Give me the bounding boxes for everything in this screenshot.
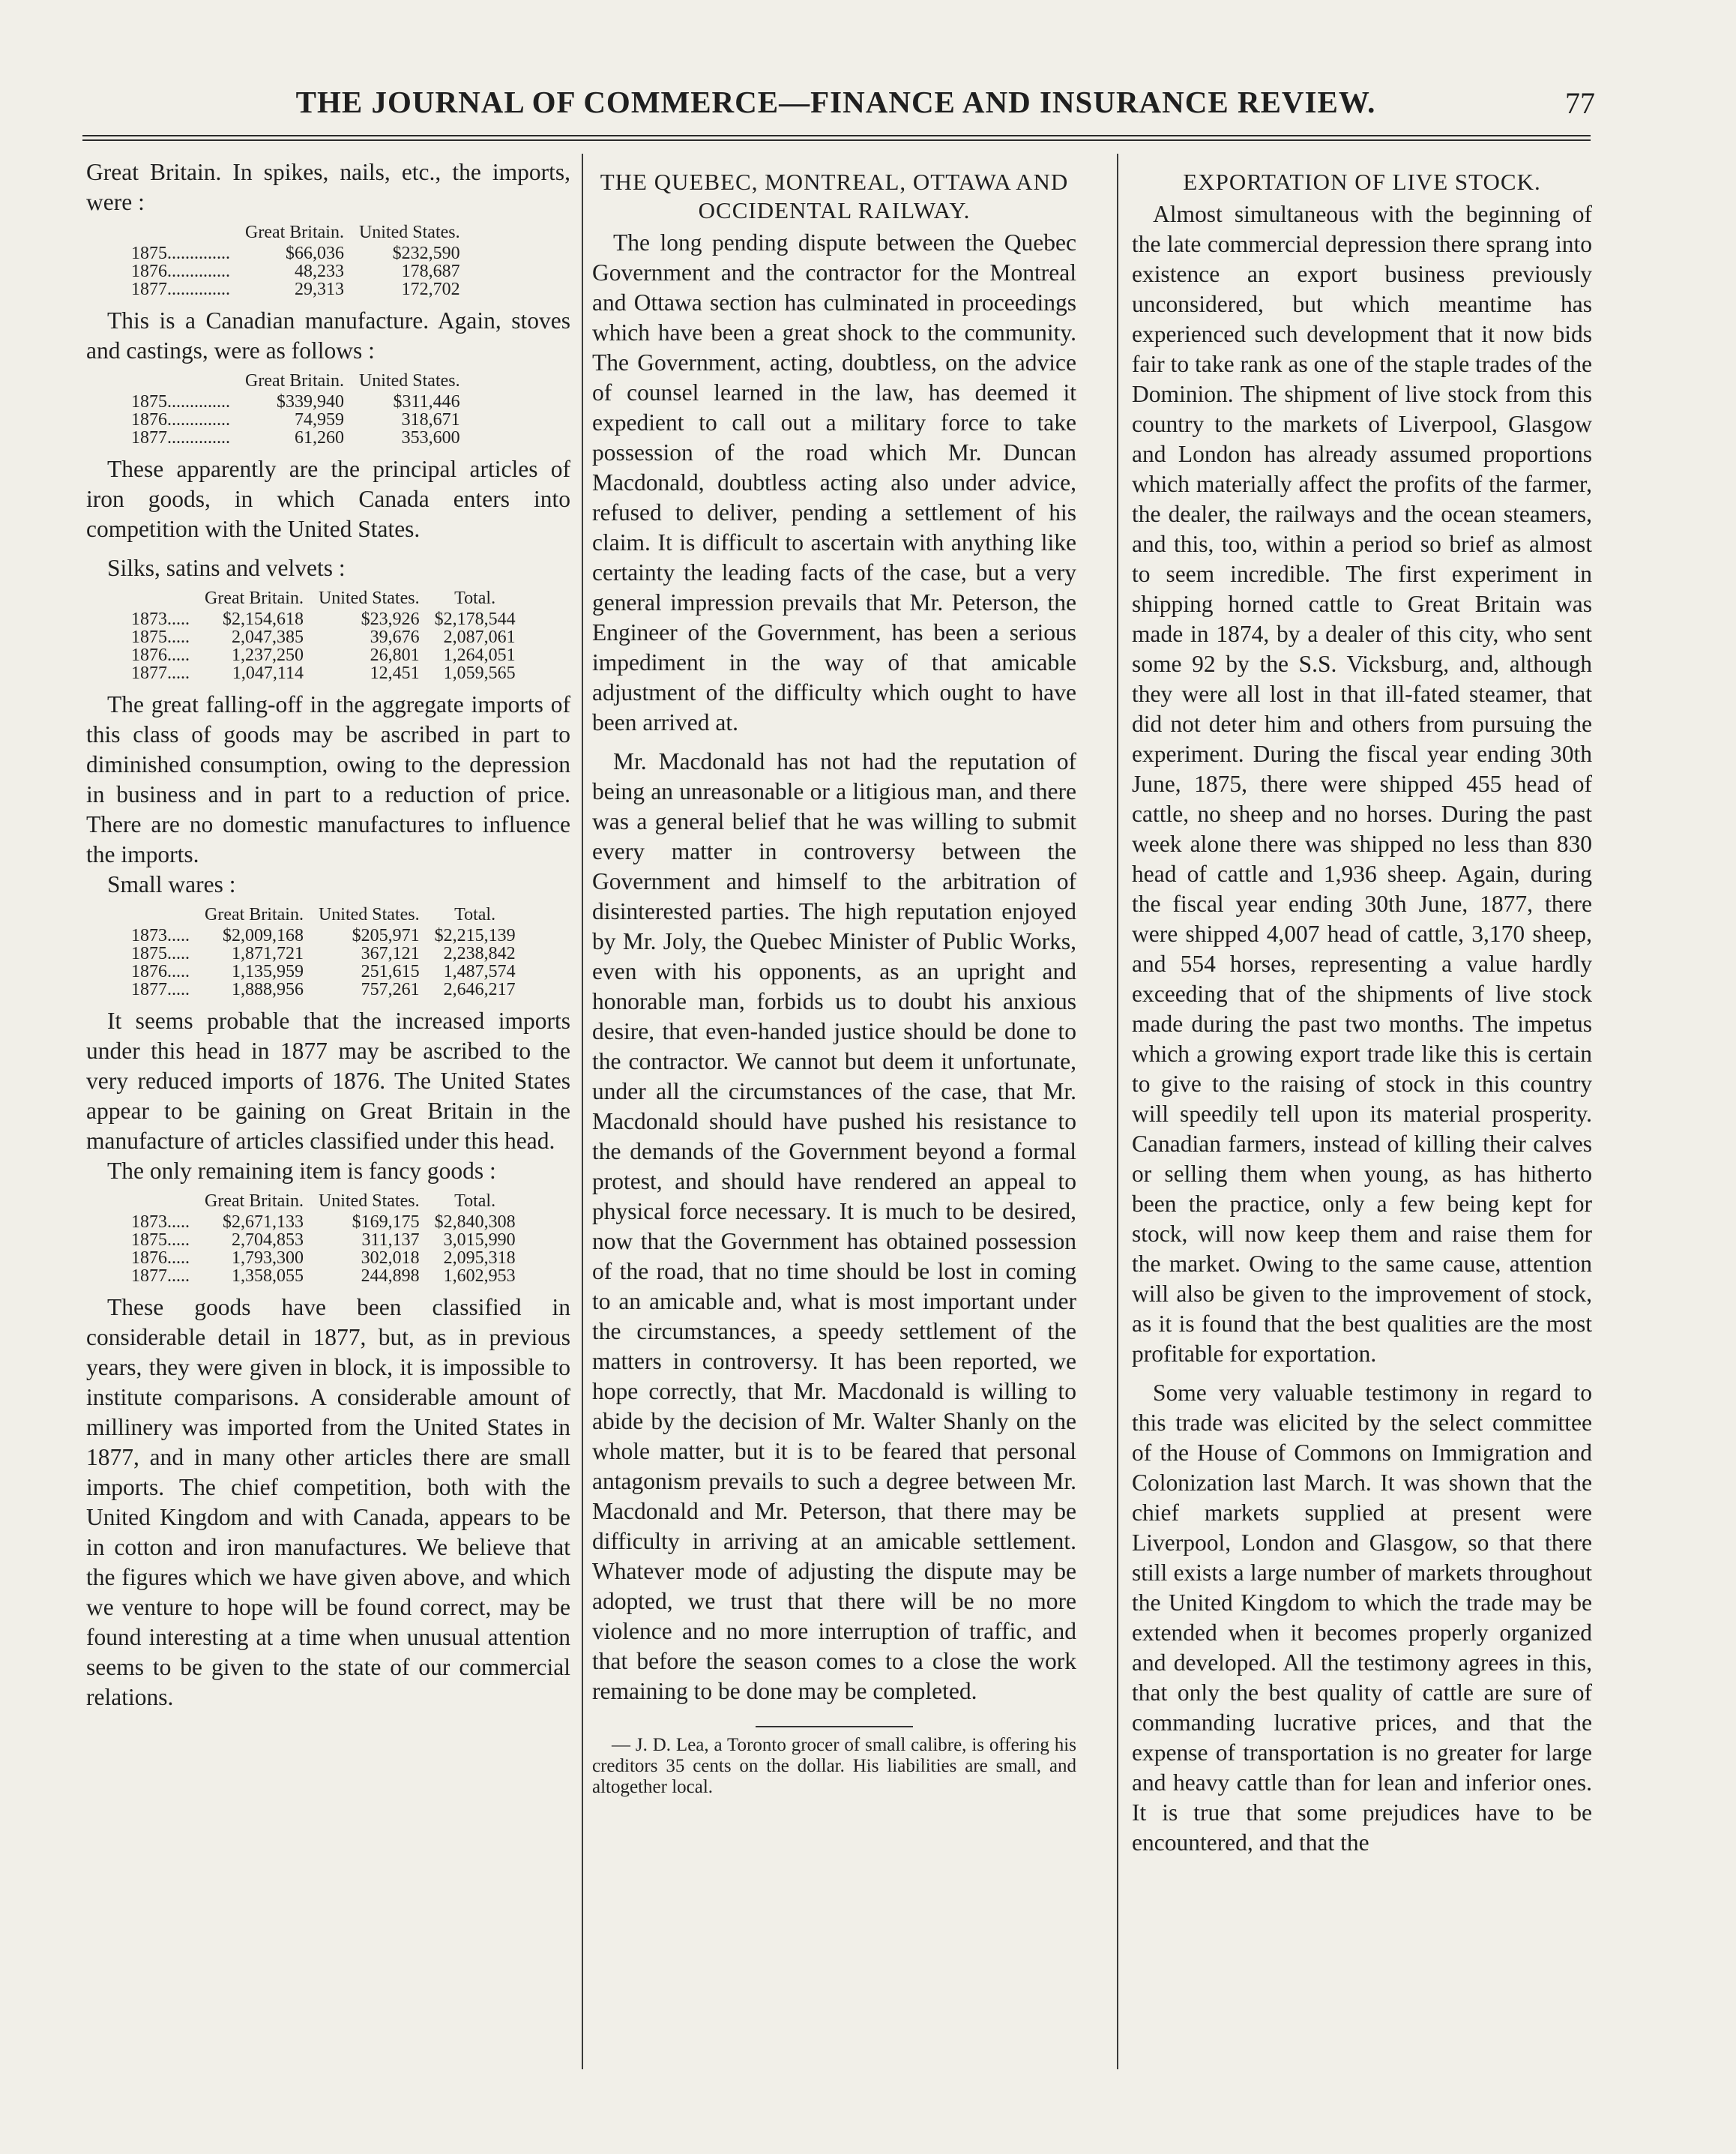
page-header [82, 84, 1595, 136]
table-silks [131, 589, 523, 682]
page-number: 77 [1565, 86, 1595, 120]
paragraph: The great falling-off in the aggregate imports of this class of goods may be ascribed in part to diminished consumption, owing to the depression in business and in part to a reduction of price. There are no domestic manufactures to influence the imports. [86, 691, 570, 867]
table-fancy-goods [131, 1192, 523, 1285]
table-header: Great Britain. [245, 371, 344, 391]
table-row: 1877..... 1,047,114 12,451 1,059,565 [131, 664, 516, 683]
news-note: — J. D. Lea, a Toronto grocer of small calibre, is offering his creditors 35 cents on the dollar. His liabilities are small, and altogether local. [592, 1735, 1076, 1797]
table-header: Great Britain. [205, 589, 304, 608]
table-row: 1873..... $2,671,133 $169,175 $2,840,308 [131, 1212, 516, 1232]
table-row: 1876..... 1,793,300 302,018 2,095,318 [131, 1248, 516, 1268]
table-header: United States. [318, 589, 420, 608]
table-row: 1875..... 2,704,853 311,137 3,015,990 [131, 1230, 516, 1250]
table-row: 1877..... 1,888,956 757,261 2,646,217 [131, 980, 516, 999]
table-row: 1876.............. 48,233 178,687 [131, 262, 460, 281]
table-row: 1877..... 1,358,055 244,898 1,602,953 [131, 1266, 516, 1286]
table-row: 1876.............. 74,959 318,671 [131, 410, 460, 430]
paragraph: Almost simultaneous with the beginning of the late commercial depression there sprang into existence an export business previously unconsidered, but which meantime has experienced such development that it now bids fair to take rank as one of the staple trades of the Dominion. The shipment of live stock from this country to the markets of Liverpool, Glasgow and London has already assumed proportions which materially affect the profits of the farmer, the dealer, the railways and the ocean steamers, and this, too, within a period so brief as almost to seem incredible. The first experiment in shipping horned cattle to Great Britain was made in 1874, by a dealer of this city, who sent some 92 by the S.S. Vicksburg, and, although they were all lost in that ill-fated steamer, that did not deter him and others from pursuing the experiment. During the fiscal year ending 30th June, 1875, there were shipped 455 head of cattle, no sheep and no horses. During the past week alone there was shipped no less than 830 head of cattle and 1,936 sheep. Again, during the fiscal year ending 30th June, 1877, there were shipped 4,007 head of cattle, 3,170 sheep, and 554 horses, representing a value hardly exceeding that of the shipments of live stock made during the past two months. The impetus which a growing export trade like this is certain to give to the raising of stock in this country will speedily tell upon its material prosperity. Canadian farmers, instead of killing their calves or selling them when young, as has hitherto been the practice, only a few being kept for stock, will now keep them and raise them for the market. Owing to the same cause, attention will also be given to the improvement of stock, as it is found that the best qualities are the most profitable for exportation. [1132, 201, 1592, 1367]
paragraph: Silks, satins and velvets : [107, 555, 346, 581]
column-live-stock [1132, 157, 1592, 1858]
table-row: 1873..... $2,009,168 $205,971 $2,215,139 [131, 926, 516, 945]
paragraph: Small wares : [107, 871, 236, 897]
table-header: United States. [358, 223, 460, 242]
section-rule [756, 1726, 913, 1727]
paragraph: The long pending dispute between the Quebec Government and the contractor for the Montreal and Ottawa section has culminated in proceedings which have been a great shock to the community. The Government, acting, doubtless, on the advice of counsel learned in the law, has deemed it expedient to call out a military force to take possession of the road which Mr. Duncan Macdonald, doubtless acting also under advice, refused to deliver, pending a settlement of his claim. It is difficult to ascertain with anything like certainty the leading facts of the case, but a very general impression prevails that Mr. Peterson, the Engineer of the Government, has been a serious impediment in the way of that amicable adjustment of the difficulty which ought to have been arrived at. [592, 229, 1076, 735]
table-header: Total. [454, 589, 496, 608]
column-divider [1117, 154, 1118, 2069]
paragraph: These apparently are the principal articles of iron goods, in which Canada enters into competition with the United States. [86, 456, 570, 542]
article-heading: EXPORTATION OF LIVE STOCK. [1183, 169, 1541, 195]
table-header: Great Britain. [245, 223, 344, 242]
table-row: 1875..... 1,871,721 367,121 2,238,842 [131, 944, 516, 963]
table-header: United States. [318, 905, 420, 924]
table-small-wares [131, 906, 523, 999]
table-header: United States. [318, 1191, 420, 1211]
paragraph: These goods have been classified in considerable detail in 1877, but, as in previous years, they were given in block, it is impossible to institute comparisons. A considerable amount of millinery was imported from the United States in 1877, and in many other articles there are small imports. The chief competition, both with the United Kingdom and with Canada, appears to be in cotton and iron manufactures. We believe that the figures which we have given above, and which we venture to hope will be found correct, may be found interesting at a time when unusual attention seems to be given to the state of our commercial relations. [86, 1294, 570, 1710]
column-divider [582, 154, 583, 2069]
table-header: Great Britain. [205, 905, 304, 924]
column-railway [592, 157, 1076, 1798]
journal-title: THE JOURNAL OF COMMERCE—FINANCE AND INSURANCE REVIEW. [295, 85, 1376, 119]
paragraph: Some very valuable testimony in regard to this trade was elicited by the select committee of the House of Commons on Immigration and Colonization last March. It was shown that the chief markets supplied at present were Liverpool, London and Glasgow, so that there still exists a large number of markets throughout the United Kingdom to which the trade may be extended when it becomes properly organized and developed. All the testimony agrees in this, that only the best quality of cattle are sure of commanding lucrative prices, and that the expense of transportation is no greater for large and heavy cattle than for lean and inferior ones. It is true that some prejudices have to be encountered, and that the [1132, 1380, 1592, 1856]
paragraph: Mr. Macdonald has not had the reputation of being an unreasonable or a litigious man, and there was a general belief that he was willing to submit every matter in controversy between the Government and himself to the arbitration of disinterested parties. The high reputation enjoyed by Mr. Joly, the Quebec Minister of Public Works, even with his opponents, as an upright and honorable man, forbids us to doubt his anxious desire, that even-handed justice should be done to the contractor. We cannot but deem it unfortunate, under all the circumstances of the case, that Mr. Macdonald should have pushed his resistance to the demands of the Government beyond a formal protest, and should have rendered an appeal to physical force necessary. It is much to be desired, now that the Government has obtained possession of the road, that no time should be lost in coming to an amicable and, what is most important under the circumstances, a speedy settlement of the matters in controversy. It has been reported, we hope correctly, that Mr. Macdonald is willing to abide by the decision of Mr. Walter Shanly on the whole matter, but it is to be feared that personal antagonism prevails to such a degree between Mr. Macdonald and Mr. Peterson, that there may be difficulty in arriving at an amicable settlement. Whatever mode of adjusting the dispute may be adopted, we trust that there will be no more violence and no more interruption of traffic, and that before the season comes to a close the work remaining to be done may be completed. [592, 748, 1076, 1704]
table-row: 1875.............. $66,036 $232,590 [131, 244, 460, 263]
column-imports [86, 157, 570, 1712]
table-header: United States. [358, 371, 460, 391]
paragraph: This is a Canadian manufacture. Again, stoves and castings, were as follows : [86, 307, 570, 364]
table-header: Total. [454, 1191, 496, 1211]
table-row: 1876..... 1,135,959 251,615 1,487,574 [131, 962, 516, 981]
table-row: 1877.............. 61,260 353,600 [131, 428, 460, 448]
table-header: Total. [454, 905, 496, 924]
table-row: 1875.............. $339,940 $311,446 [131, 392, 460, 412]
paragraph: The only remaining item is fancy goods : [107, 1158, 496, 1184]
table-header: Great Britain. [205, 1191, 304, 1211]
table-stoves-castings [131, 372, 468, 447]
table-row: 1875..... 2,047,385 39,676 2,087,061 [131, 628, 516, 647]
table-spikes-nails [131, 223, 468, 298]
header-rule-thin [82, 139, 1591, 141]
table-row: 1876..... 1,237,250 26,801 1,264,051 [131, 646, 516, 665]
table-row: 1877.............. 29,313 172,702 [131, 280, 460, 299]
paragraph: Great Britain. In spikes, nails, etc., the imports, were : [86, 159, 570, 215]
table-row: 1873..... $2,154,618 $23,926 $2,178,544 [131, 610, 516, 629]
paragraph: It seems probable that the increased imports under this head in 1877 may be ascribed to the very reduced imports of 1876. The United States appear to be gaining on Great Britain in the manufacture of articles classified under this head. [86, 1008, 570, 1154]
header-rule [82, 135, 1591, 136]
article-heading: THE QUEBEC, MONTREAL, OTTAWA AND OCCIDENTAL RAILWAY. [600, 169, 1069, 223]
